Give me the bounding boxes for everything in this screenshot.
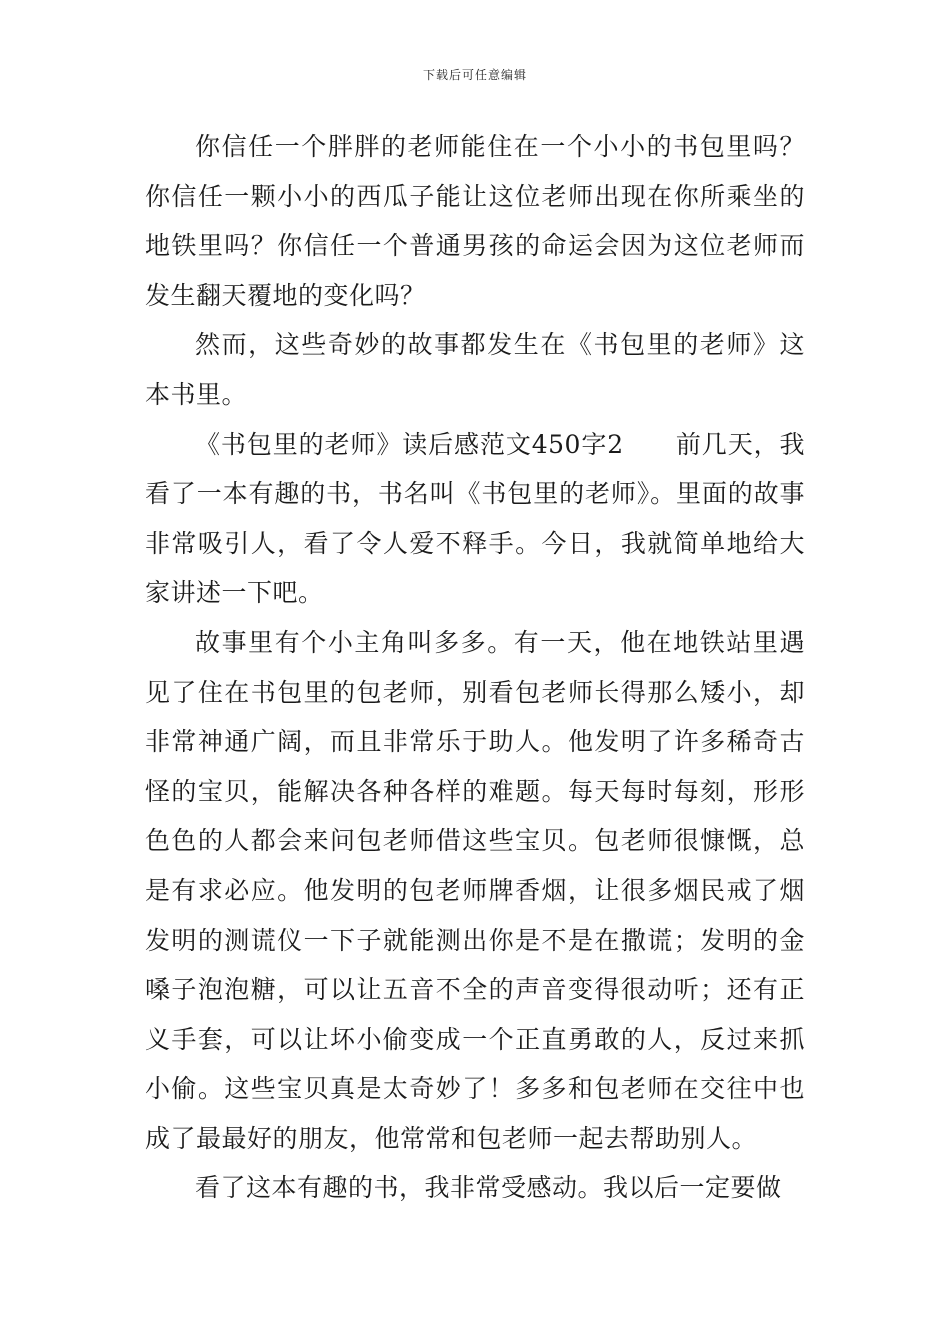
page-header-note: 下载后可任意编辑	[422, 68, 527, 82]
paragraph: 《书包里的老师》读后感范文450字2 前几天，我看了一本有趣的书，书名叫《书包里的老师》。里面的故事非常吸引人，看了令人爱不释手。今日，我就简单地给大家讲述一下吧。	[145, 429, 805, 608]
paragraph: 你信任一个胖胖的老师能住在一个小小的书包里吗？你信任一颗小小的西瓜子能让这位老师出现在你所乘坐的地铁里吗？你信任一个普通男孩的命运会因为这位老师而发生翻天覆地的变化吗？	[145, 132, 805, 310]
paragraph: 看了这本有趣的书，我非常受感动。我以后一定要做	[195, 1173, 782, 1203]
paragraph: 故事里有个小主角叫多多。有一天，他在地铁站里遇见了住在书包里的包老师，别看包老师长得那么矮小，却非常神通广阔，而且非常乐于助人。他发明了许多稀奇古怪的宝贝，能解决各种各样的难题。每天每时每刻，形形色色的人都会来问包老师借这些宝贝。包老师很慷慨，总是有求必应。他发明的包老师牌香烟，让很多烟民戒了烟发明的测谎仪一下子就能测出你是不是在撒谎；发明的金嗓子泡泡糖，可以让五音不全的声音变得很动听；还有正义手套，可以让坏小偷变成一个正直勇敢的人，反过来抓小偷。这些宝贝真是太奇妙了！多多和包老师在交往中也成了最最好的朋友，他常常和包老师一起去帮助别人。	[145, 627, 805, 1153]
document-body	[145, 122, 805, 1213]
paragraph: 然而，这些奇妙的故事都发生在《书包里的老师》这本书里。	[145, 330, 805, 409]
